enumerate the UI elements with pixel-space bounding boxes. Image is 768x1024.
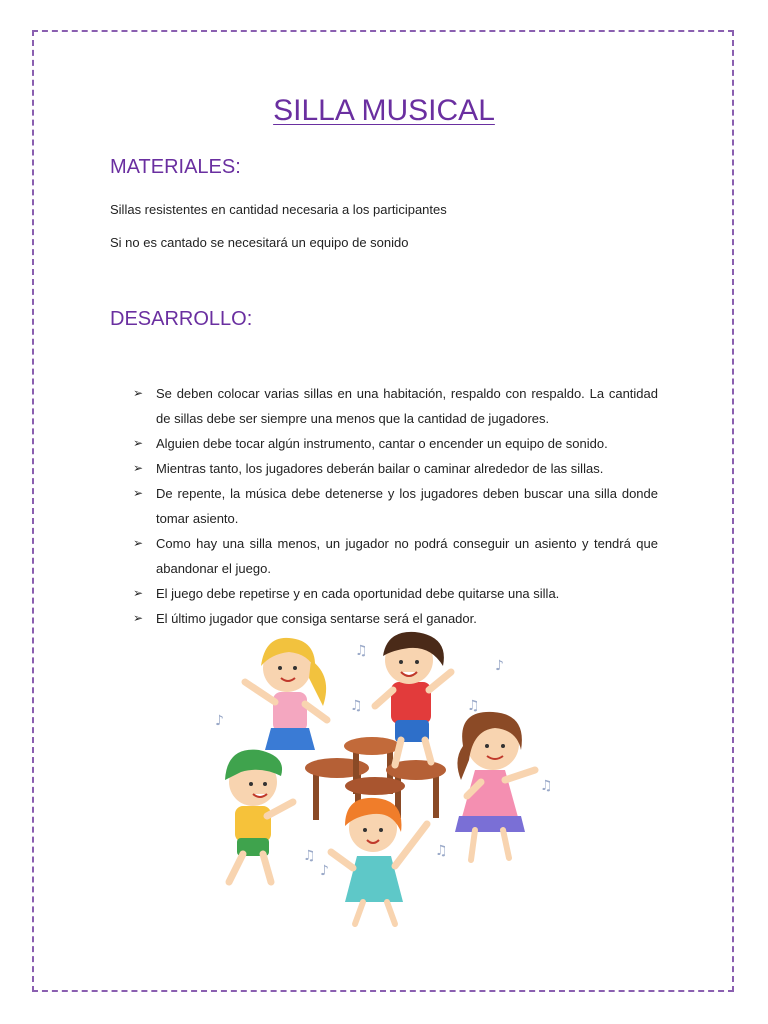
arrow-bullet-icon: ➢ [133, 436, 144, 450]
arrow-bullet-icon: ➢ [133, 536, 144, 550]
page-title: SILLA MUSICAL [273, 94, 495, 127]
list-item: ➢ Como hay una silla menos, un jugador no podrá conseguir un asiento y tendrá que abandonar el juego. [133, 531, 658, 581]
music-note-icon: ♫ [355, 643, 368, 659]
arrow-bullet-icon: ➢ [133, 586, 144, 600]
materiales-heading: MATERIALES: [110, 156, 241, 178]
list-item: ➢ El último jugador que consiga sentarse será el ganador. [133, 606, 658, 631]
arrow-bullet-icon: ➢ [133, 486, 144, 500]
arrow-bullet-icon: ➢ [133, 386, 144, 400]
list-item: ➢ De repente, la música debe detenerse y los jugadores deben buscar una silla donde tomar asiento. [133, 481, 658, 531]
music-note-icon: ♪ [215, 713, 224, 729]
list-item: ➢ Mientras tanto, los jugadores deberán bailar o caminar alrededor de las sillas. [133, 456, 658, 481]
list-item: ➢ El juego debe repetirse y en cada oportunidad debe quitarse una silla. [133, 581, 658, 606]
music-note-icon: ♫ [350, 698, 363, 714]
list-item: ➢ Alguien debe tocar algún instrumento, cantar o encender un equipo de sonido. [133, 431, 658, 456]
arrow-bullet-icon: ➢ [133, 461, 144, 475]
music-note-icon: ♪ [320, 863, 329, 879]
boy-green-cap [225, 750, 293, 882]
music-note-icon: ♫ [435, 843, 448, 859]
arrow-bullet-icon: ➢ [133, 611, 144, 625]
desarrollo-heading: DESARROLLO: [110, 308, 253, 330]
materiales-line-2: Si no es cantado se necesitará un equipo de sonido [110, 235, 409, 250]
music-note-icon: ♫ [540, 778, 553, 794]
music-note-icon: ♫ [303, 848, 316, 864]
children-musical-chairs-illustration [205, 620, 565, 950]
music-note-icon: ♫ [467, 698, 480, 714]
girl-redhead [331, 798, 427, 924]
desarrollo-list [133, 381, 658, 631]
list-item: ➢ Se deben colocar varias sillas en una habitación, respaldo con respaldo. La cantidad de sillas debe ser siempre una menos que la cantidad de jugadores. [133, 381, 658, 431]
materiales-line-1: Sillas resistentes en cantidad necesaria a los participantes [110, 202, 447, 217]
music-note-icon: ♪ [495, 658, 504, 674]
girl-blonde [245, 638, 327, 750]
girl-pink-dress [455, 712, 535, 860]
